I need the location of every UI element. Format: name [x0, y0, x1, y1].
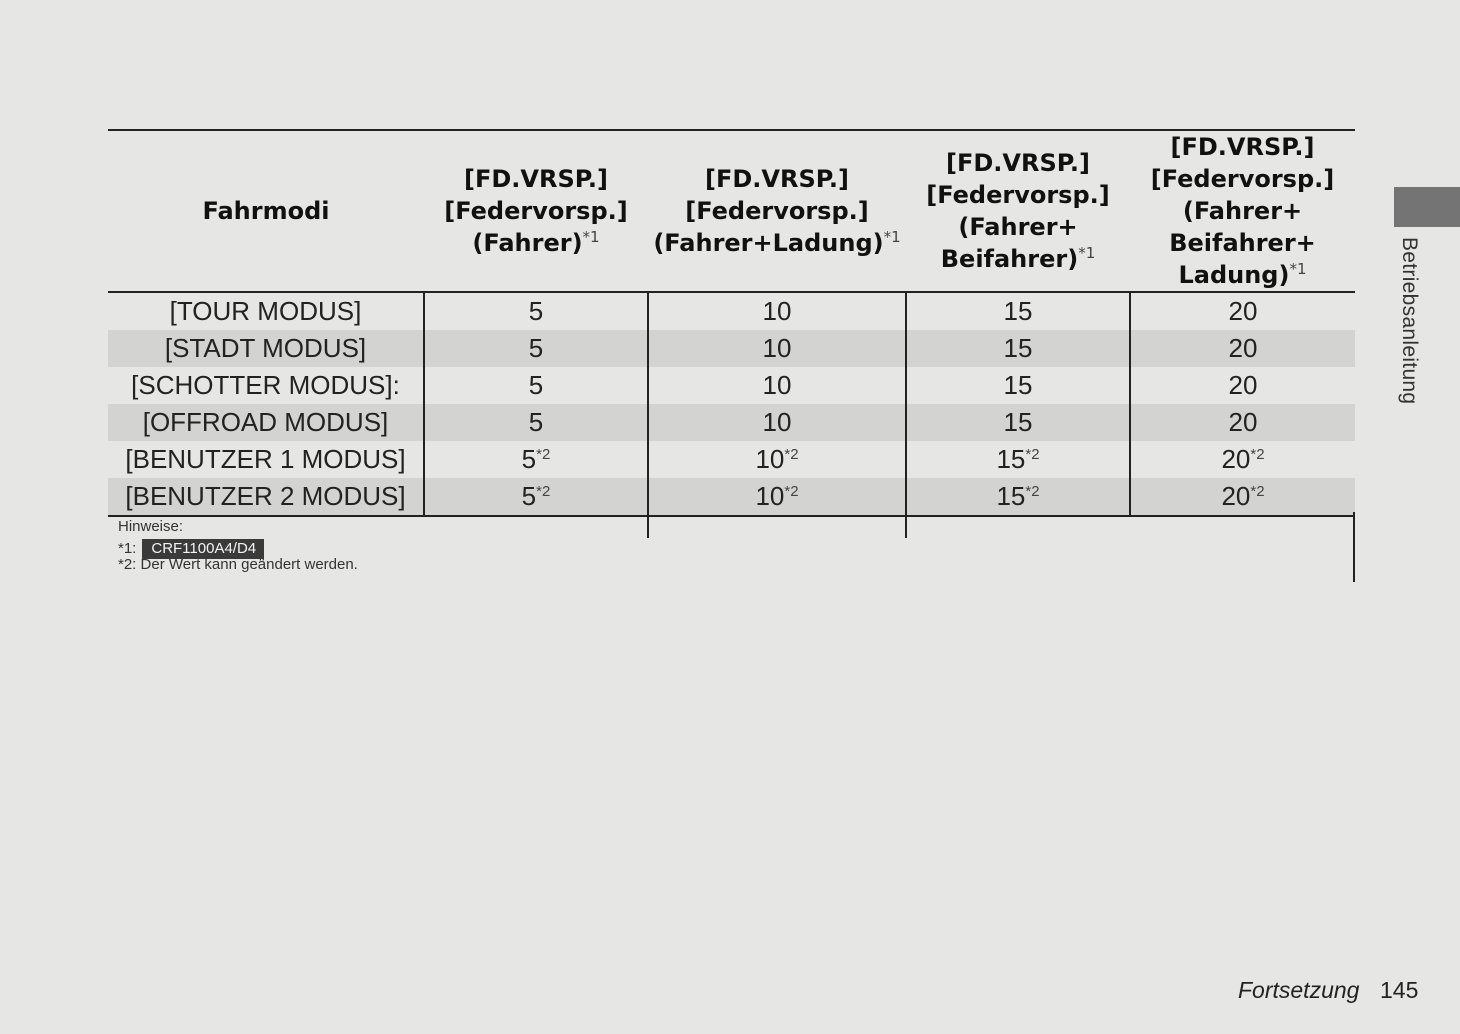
- header-line: (Fahrer+Ladung)$^{*1}$: [653, 228, 901, 257]
- notes-title: Hinweise:: [118, 518, 184, 535]
- table-row: [108, 367, 1355, 404]
- header-line: Ladung)$^{*1}$: [1178, 260, 1307, 289]
- table-row: [108, 404, 1355, 441]
- header-preload-rider-passenger: [906, 130, 1130, 292]
- value-cell: 5: [424, 292, 648, 330]
- value-cell: 10: [648, 367, 906, 404]
- value-cell: 15$^{*2}$: [906, 441, 1130, 478]
- table-row: [108, 330, 1355, 367]
- footnote-2: *2: Der Wert kann geändert werden.: [118, 556, 358, 573]
- value-cell: 10$^{*2}$: [648, 478, 906, 516]
- value-cell: 5$^{*2}$: [424, 478, 648, 516]
- header-preload-rider-passenger-luggage: [1130, 130, 1355, 292]
- model-badge: CRF1100A4/D4: [142, 539, 264, 559]
- value-cell: 15: [906, 292, 1130, 330]
- value-cell: 20$^{*2}$: [1130, 478, 1355, 516]
- value-cell: 20$^{*2}$: [1130, 441, 1355, 478]
- table-divider: [905, 512, 907, 538]
- footnote-marker: *1: [1289, 260, 1307, 278]
- value-cell: 20: [1130, 404, 1355, 441]
- value-cell: 10: [648, 404, 906, 441]
- footnote-1-label: *1:: [118, 540, 137, 557]
- header-line: (Fahrer)$^{*1}$: [472, 228, 600, 257]
- value-cell: 15$^{*2}$: [906, 478, 1130, 516]
- value-cell: 10: [648, 330, 906, 367]
- header-line: [FD.VRSP.]: [945, 149, 1090, 177]
- value-cell: 20: [1130, 330, 1355, 367]
- value-cell: 15: [906, 330, 1130, 367]
- mode-cell: [SCHOTTER MODUS]:: [131, 370, 400, 400]
- header-line: [Federvorsp.]: [685, 197, 869, 225]
- header-line: (Fahrer+: [1182, 197, 1303, 225]
- header-driving-modes: [108, 130, 424, 292]
- value-cell: 10: [648, 292, 906, 330]
- header-preload-rider-luggage: [648, 130, 906, 292]
- table-divider: [1353, 512, 1355, 582]
- header-line: [Federvorsp.]: [1150, 165, 1335, 193]
- mode-cell: [STADT MODUS]: [108, 330, 424, 367]
- footnote-marker: *1: [1078, 244, 1096, 262]
- header-line: [FD.VRSP.]: [1170, 133, 1315, 161]
- table-row: [108, 292, 1355, 330]
- header-line: [Federvorsp.]: [444, 197, 628, 225]
- table-row: [108, 441, 1355, 478]
- table-header-row: [108, 130, 1355, 292]
- header-preload-rider: [424, 130, 648, 292]
- spring-preload-table: [108, 129, 1355, 517]
- section-tab: [1394, 187, 1460, 227]
- footnote-marker: *1: [883, 228, 901, 246]
- header-line: (Fahrer+: [958, 213, 1078, 241]
- header-line: [FD.VRSP.]: [704, 165, 849, 193]
- mode-cell: [OFFROAD MODUS]: [108, 404, 424, 441]
- table-divider: [647, 512, 649, 538]
- footnotes: [118, 516, 358, 576]
- continue-label: Fortsetzung: [1238, 977, 1360, 1003]
- page-number: 145: [1380, 977, 1419, 1003]
- header-line: [Federvorsp.]: [926, 181, 1110, 209]
- mode-cell: [BENUTZER 2 MODUS]: [108, 478, 424, 516]
- value-cell: 5: [424, 367, 648, 404]
- value-cell: 20: [1130, 292, 1355, 330]
- value-cell: 5: [424, 330, 648, 367]
- value-cell: 15: [906, 404, 1130, 441]
- value-cell: 10$^{*2}$: [648, 441, 906, 478]
- section-label: Betriebsanleitung: [1398, 237, 1421, 405]
- value-cell: 20: [1130, 367, 1355, 404]
- value-cell: 15: [906, 367, 1130, 404]
- mode-cell: [BENUTZER 1 MODUS]: [125, 444, 406, 474]
- header-line: Beifahrer)$^{*1}$: [940, 244, 1096, 273]
- header-line: Beifahrer+: [1169, 229, 1316, 257]
- value-cell: 5$^{*2}$: [424, 441, 648, 478]
- table-row: [108, 478, 1355, 516]
- header-line: [FD.VRSP.]: [463, 165, 608, 193]
- value-cell: 5: [424, 404, 648, 441]
- header-line: Fahrmodi: [202, 197, 330, 225]
- mode-cell: [TOUR MODUS]: [169, 296, 362, 326]
- footnote-marker: *1: [582, 228, 600, 246]
